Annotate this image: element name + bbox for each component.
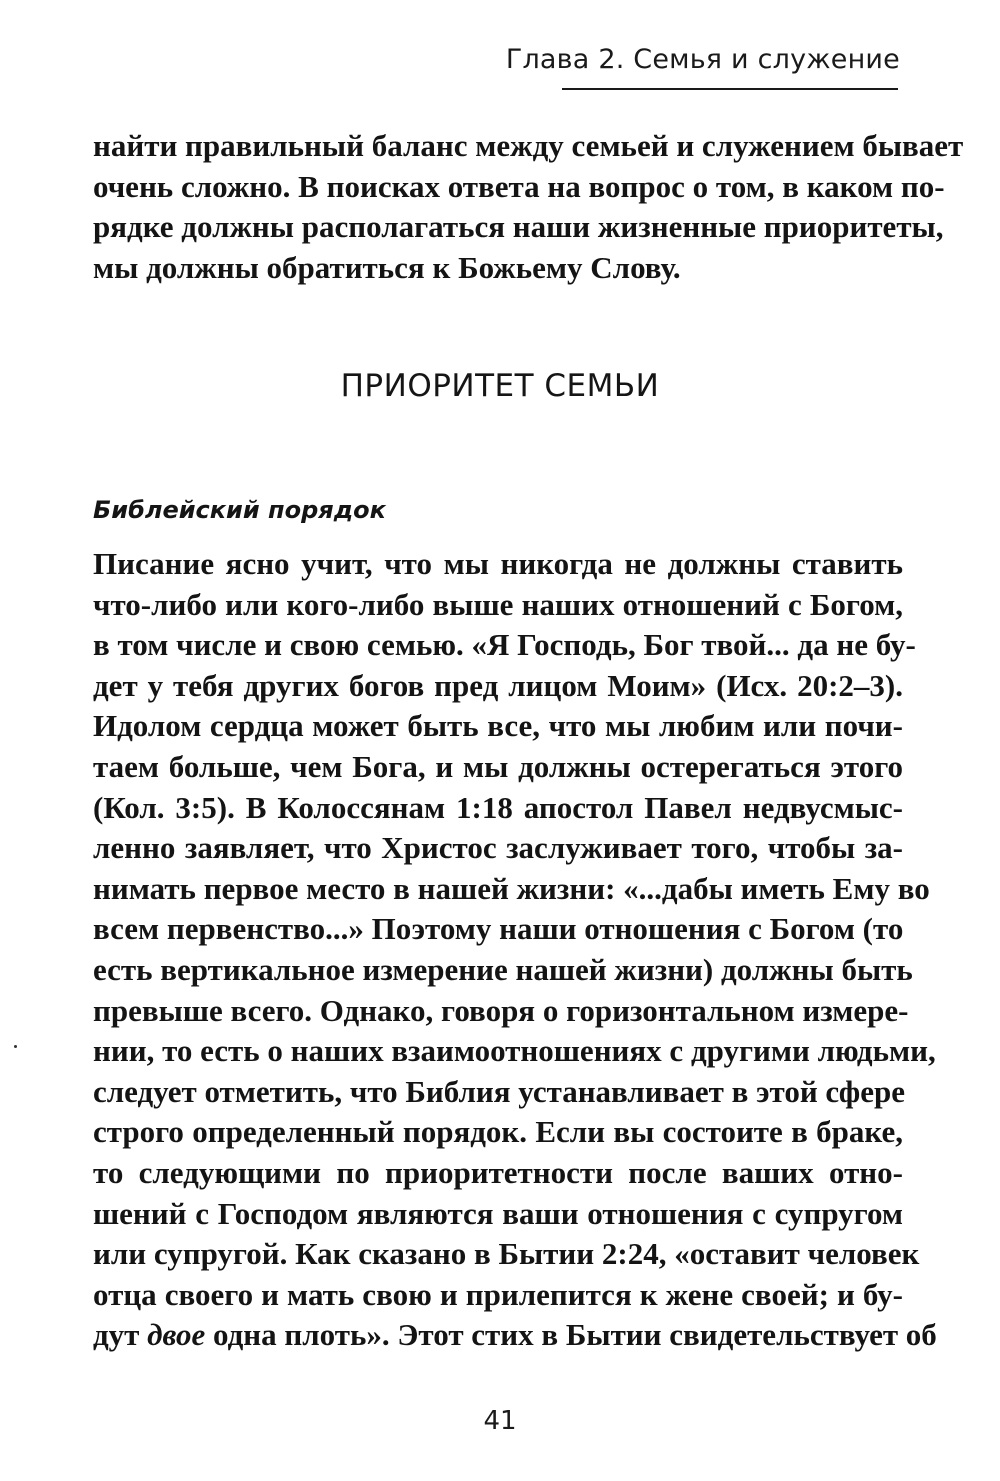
text-segment: одна плоть». Этот стих в Бытии свидетельствует об [205,1317,937,1353]
text-line: строго определенный порядок. Если вы состоите в браке, [93,1114,903,1150]
text-line: таем больше, чем Бога, и мы должны остерегаться этого [93,748,903,784]
text-line: мы должны обратиться к Божьему Слову. [93,249,681,285]
text-line: найти правильный баланс между семьей и служением бывает [93,128,964,163]
text-line: всем первенство...» Поэтому наши отношения с Богом (то [93,911,904,947]
page-number: 41 [483,1406,517,1436]
intro-paragraph [93,126,964,288]
text-line: нимать первое место в нашей жизни: «...дабы иметь Ему во [93,870,930,906]
text-line: Писание ясно учит, что мы никогда не должны ставить [93,546,903,581]
text-line-final [93,1315,937,1356]
text-line: отца своего и мать свою и прилепится к жене своей; и бу- [93,1276,903,1312]
header-rule [562,88,898,90]
italic-word: двое [147,1317,206,1353]
margin-speck [14,1045,17,1048]
text-line: следует отметить, что Библия устанавливает в этой сфере [93,1073,905,1109]
section-title: ПРИОРИТЕТ СЕМЬИ [340,368,660,404]
text-line: Идолом сердца может быть все, что мы любим или почи- [93,708,903,744]
text-line: (Кол. 3:5). В Колоссянам 1:18 апостол Павел недвусмыс- [93,789,903,825]
text-segment: дут [93,1317,148,1353]
text-line: шений с Господом являются ваши отношения с супругом [93,1195,903,1231]
text-line: ленно заявляет, что Христос заслуживает того, чтобы за- [93,830,903,866]
text-line: нии, то есть о наших взаимоотношениях с другими людьми, [93,1033,936,1069]
body-paragraph [93,544,937,1356]
text-line: превыше всего. Однако, говоря о горизонтальном измере- [93,992,909,1028]
text-line: дет у тебя других богов пред лицом Моим» (Исх. 20:2–3). [93,667,903,703]
subheading: Библейский порядок [93,496,386,524]
text-line: то следующими по приоритетности после ваших отно- [93,1154,903,1190]
text-line: рядке должны располагаться наши жизненные приоритеты, [93,209,944,245]
text-line: очень сложно. В поисках ответа на вопрос о том, в каком по- [93,168,945,204]
running-head: Глава 2. Семья и служение [505,44,900,75]
text-line: что-либо или кого-либо выше наших отношений с Богом, [93,586,903,622]
text-line: есть вертикальное измерение нашей жизни) должны быть [93,951,913,987]
text-line: в том числе и свою семью. «Я Господь, Бог твой... да не бу- [93,627,916,663]
text-line: или супругой. Как сказано в Бытии 2:24, «оставит человек [93,1236,920,1272]
